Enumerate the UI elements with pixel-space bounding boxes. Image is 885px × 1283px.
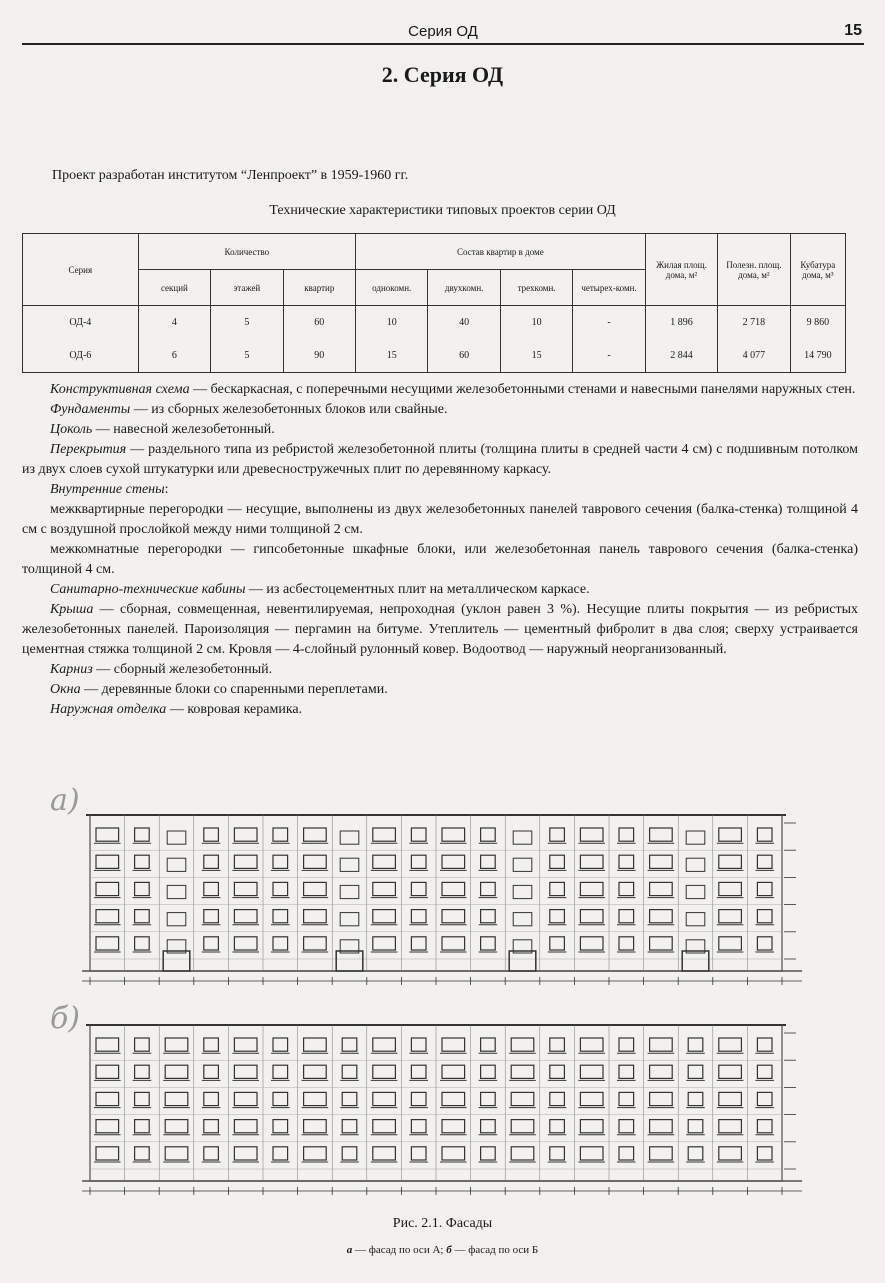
window <box>550 1038 565 1051</box>
window <box>757 937 772 950</box>
window <box>411 855 426 868</box>
window <box>580 1120 603 1133</box>
window <box>719 1065 742 1078</box>
cell: 4 <box>138 306 210 340</box>
cell: ОД-4 <box>23 306 139 340</box>
window <box>342 1092 357 1105</box>
window <box>273 1147 288 1160</box>
window <box>273 1120 288 1133</box>
window <box>550 910 565 923</box>
window <box>481 1147 496 1160</box>
intro-text: Проект разработан институтом “Ленпроект” в 1959-1960 гг. <box>52 168 409 183</box>
window <box>411 937 426 950</box>
window <box>481 937 496 950</box>
window <box>373 1120 396 1133</box>
cell: 14 790 <box>790 339 845 373</box>
window <box>373 937 396 950</box>
window <box>304 910 327 923</box>
th-sub: секций <box>138 270 210 306</box>
facade-b-drawing <box>82 1011 852 1211</box>
cell: 2 718 <box>718 306 790 340</box>
window <box>688 1120 703 1133</box>
cell: 15 <box>500 339 572 373</box>
stair-window <box>686 831 705 844</box>
window <box>619 1092 634 1105</box>
window <box>273 1065 288 1078</box>
paragraph: Окна — деревянные блоки со спаренными переплетами. <box>50 682 388 697</box>
window <box>373 828 396 841</box>
window <box>273 855 288 868</box>
window <box>373 1092 396 1105</box>
stair-window <box>340 858 359 871</box>
window <box>204 1092 219 1105</box>
window <box>304 882 327 895</box>
header-rule <box>22 43 864 45</box>
window <box>757 1092 772 1105</box>
stair-window <box>167 913 186 926</box>
window <box>619 882 634 895</box>
window <box>96 937 119 950</box>
window <box>481 1065 496 1078</box>
window <box>757 910 772 923</box>
window <box>96 1092 119 1105</box>
cell: - <box>573 306 645 340</box>
window <box>373 882 396 895</box>
window <box>135 937 150 950</box>
window <box>234 828 257 841</box>
window <box>650 1147 673 1160</box>
window <box>757 855 772 868</box>
cell: 5 <box>211 306 283 340</box>
cell: 40 <box>428 306 500 340</box>
window <box>442 1147 465 1160</box>
window <box>411 882 426 895</box>
stair-window <box>686 858 705 871</box>
window <box>204 882 219 895</box>
window <box>411 1092 426 1105</box>
window <box>719 855 742 868</box>
window <box>304 828 327 841</box>
window <box>204 1120 219 1133</box>
stair-window <box>340 831 359 844</box>
cell: 10 <box>500 306 572 340</box>
window <box>234 1120 257 1133</box>
window <box>135 1038 150 1051</box>
window <box>96 1147 119 1160</box>
window <box>619 1065 634 1078</box>
window <box>342 1120 357 1133</box>
window <box>580 937 603 950</box>
window <box>580 1065 603 1078</box>
window <box>304 1092 327 1105</box>
window <box>442 910 465 923</box>
window <box>234 882 257 895</box>
window <box>135 1092 150 1105</box>
window <box>411 1147 426 1160</box>
window <box>511 1038 534 1051</box>
window <box>650 882 673 895</box>
table-row <box>23 306 846 340</box>
facade-figure <box>22 783 862 1213</box>
window <box>411 1038 426 1051</box>
window <box>650 828 673 841</box>
window <box>411 1065 426 1078</box>
stair-window <box>686 913 705 926</box>
window <box>619 1038 634 1051</box>
entrance-door <box>682 951 709 971</box>
window <box>373 1065 396 1078</box>
window <box>757 1065 772 1078</box>
th-quantity: Количество <box>138 234 355 270</box>
window <box>619 828 634 841</box>
paragraph: Цоколь — навесной железобетонный. <box>50 422 275 437</box>
page-number: 15 <box>844 22 862 39</box>
cell: 6 <box>138 339 210 373</box>
window <box>234 855 257 868</box>
window <box>757 1147 772 1160</box>
window <box>580 828 603 841</box>
window <box>373 1038 396 1051</box>
window <box>650 1065 673 1078</box>
window <box>165 1065 188 1078</box>
window <box>304 1038 327 1051</box>
window <box>550 937 565 950</box>
window <box>442 882 465 895</box>
window <box>550 855 565 868</box>
window <box>204 1147 219 1160</box>
window <box>135 855 150 868</box>
window <box>96 1065 119 1078</box>
cell: 5 <box>211 339 283 373</box>
window <box>411 1120 426 1133</box>
th-sub: этажей <box>211 270 283 306</box>
stair-window <box>513 913 532 926</box>
window <box>165 1120 188 1133</box>
facade-a-drawing <box>82 801 852 1001</box>
window <box>234 1065 257 1078</box>
th-living: Жилая площ. дома, м² <box>645 234 717 306</box>
paragraph: Карниз — сборный железобетонный. <box>50 662 273 677</box>
window <box>442 1038 465 1051</box>
window <box>304 1147 327 1160</box>
window <box>411 910 426 923</box>
cell: 90 <box>283 339 355 373</box>
window <box>135 828 150 841</box>
window <box>204 855 219 868</box>
cell: 10 <box>356 306 428 340</box>
stair-window <box>167 858 186 871</box>
th-composition: Состав квартир в доме <box>356 234 646 270</box>
window <box>688 1147 703 1160</box>
window <box>135 1120 150 1133</box>
stair-window <box>513 831 532 844</box>
window <box>650 855 673 868</box>
window <box>234 1092 257 1105</box>
window <box>650 910 673 923</box>
th-sub: трехкомн. <box>500 270 572 306</box>
window <box>342 1147 357 1160</box>
window <box>135 1065 150 1078</box>
th-volume: Кубатура дома, м³ <box>790 234 845 306</box>
window <box>550 828 565 841</box>
window <box>580 1038 603 1051</box>
window <box>304 1120 327 1133</box>
window <box>650 937 673 950</box>
facade-b-label: б) <box>50 1001 81 1036</box>
window <box>481 910 496 923</box>
section-heading: 2. Серия ОД <box>381 62 504 87</box>
window <box>550 1147 565 1160</box>
paragraph: Перекрытия — раздельного типа из ребристой железобетонной плиты (толщина плиты в средней части 4 см) с подшивным потолком из двух слоев сухой штукатурки или древесностружечных плит по деревянному каркасу. <box>22 442 858 477</box>
stair-window <box>686 885 705 898</box>
window <box>273 1092 288 1105</box>
window <box>481 828 496 841</box>
window <box>342 1065 357 1078</box>
window <box>373 855 396 868</box>
window <box>234 1038 257 1051</box>
window <box>580 882 603 895</box>
th-useful: Полезн. площ. дома, м² <box>718 234 790 306</box>
window <box>688 1038 703 1051</box>
window <box>511 1120 534 1133</box>
cell: 1 896 <box>645 306 717 340</box>
window <box>550 1120 565 1133</box>
window <box>442 855 465 868</box>
window <box>481 1120 496 1133</box>
cell: 9 860 <box>790 306 845 340</box>
window <box>204 828 219 841</box>
window <box>135 882 150 895</box>
window <box>550 1092 565 1105</box>
stair-window <box>167 885 186 898</box>
window <box>757 828 772 841</box>
window <box>688 1092 703 1105</box>
window <box>135 910 150 923</box>
running-title: Серия ОД <box>408 23 478 40</box>
stair-window <box>513 885 532 898</box>
cell: 15 <box>356 339 428 373</box>
paragraph: межкомнатные перегородки — гипсобетонные шкафные блоки, или железобетонная панель таврового сечения (балка-стенка) толщиной 4 см. <box>22 542 858 577</box>
window <box>234 910 257 923</box>
th-sub: однокомн. <box>356 270 428 306</box>
window <box>135 1147 150 1160</box>
window <box>165 1092 188 1105</box>
window <box>373 1147 396 1160</box>
facade-a-label: а) <box>50 783 80 818</box>
cell: - <box>573 339 645 373</box>
window <box>273 828 288 841</box>
window <box>757 882 772 895</box>
window <box>234 937 257 950</box>
window <box>273 1038 288 1051</box>
window <box>719 1147 742 1160</box>
paragraph: межквартирные перегородки — несущие, выполнены из двух железобетонных панелей таврового сечения (балка-стенка) толщиной 4 см с воздушной прослойкой между ними толщиной 2 см. <box>22 502 858 537</box>
entrance-door <box>336 951 363 971</box>
window <box>619 1147 634 1160</box>
window <box>619 937 634 950</box>
cell: 2 844 <box>645 339 717 373</box>
window <box>580 1147 603 1160</box>
window <box>304 855 327 868</box>
window <box>96 910 119 923</box>
entrance-door <box>509 951 536 971</box>
spec-table <box>22 233 846 373</box>
window <box>719 910 742 923</box>
window <box>96 1038 119 1051</box>
stair-window <box>340 885 359 898</box>
window <box>550 882 565 895</box>
window <box>719 882 742 895</box>
window <box>273 882 288 895</box>
window <box>688 1065 703 1078</box>
window <box>273 937 288 950</box>
figure-subcaption: а — фасад по оси А; б — фасад по оси Б <box>346 1244 539 1256</box>
window <box>719 1120 742 1133</box>
table-caption: Технические характеристики типовых проектов серии ОД <box>269 203 616 218</box>
window <box>442 828 465 841</box>
window <box>511 1147 534 1160</box>
th-series: Серия <box>23 234 139 306</box>
window <box>550 1065 565 1078</box>
window <box>511 1065 534 1078</box>
body-text <box>22 380 858 720</box>
window <box>719 937 742 950</box>
window <box>442 1120 465 1133</box>
paragraph: Внутренние стены: <box>50 482 169 497</box>
window <box>204 1038 219 1051</box>
window <box>165 1038 188 1051</box>
window <box>204 937 219 950</box>
window <box>304 1065 327 1078</box>
window <box>580 855 603 868</box>
window <box>304 937 327 950</box>
paragraph: Крыша — сборная, совмещенная, невентилируемая, непроходная (уклон равен 3 %). Несущие плиты покрытия — из ребристых железобетонных панелей. Пароизоляция — пергамин на битуме. Утеплитель — цементный фибролит в два слоя; сверху устраивается цементная стяжка толщиной 2 см. Кровля — 4-слойный рулонный ковер. Водоотвод — наружный неорганизованный. <box>22 602 858 657</box>
window <box>204 910 219 923</box>
paragraph: Фундаменты — из сборных железобетонных блоков или свайные. <box>50 402 448 417</box>
window <box>234 1147 257 1160</box>
window <box>619 1120 634 1133</box>
window <box>342 1038 357 1051</box>
window <box>442 1065 465 1078</box>
window <box>650 1120 673 1133</box>
window <box>757 1038 772 1051</box>
window <box>96 1120 119 1133</box>
window <box>580 910 603 923</box>
paragraph: Наружная отделка — ковровая керамика. <box>50 702 303 717</box>
window <box>719 1038 742 1051</box>
cell: 60 <box>283 306 355 340</box>
window <box>96 882 119 895</box>
stair-window <box>513 858 532 871</box>
window <box>373 910 396 923</box>
window <box>650 1038 673 1051</box>
window <box>273 910 288 923</box>
window <box>719 828 742 841</box>
paragraph: Конструктивная схема — бескаркасная, с поперечными несущими железобетонными стенами и навесными панелями наружных стен. <box>50 382 856 397</box>
running-header <box>22 20 864 44</box>
window <box>580 1092 603 1105</box>
window <box>719 1092 742 1105</box>
cell: 4 077 <box>718 339 790 373</box>
window <box>165 1147 188 1160</box>
window <box>619 855 634 868</box>
window <box>757 1120 772 1133</box>
window <box>650 1092 673 1105</box>
window <box>96 855 119 868</box>
window <box>481 855 496 868</box>
entrance-door <box>163 951 190 971</box>
cell: 60 <box>428 339 500 373</box>
window <box>619 910 634 923</box>
window <box>481 1038 496 1051</box>
stair-window <box>340 913 359 926</box>
th-sub: двухкомн. <box>428 270 500 306</box>
cell: ОД-6 <box>23 339 139 373</box>
window <box>442 937 465 950</box>
window <box>442 1092 465 1105</box>
table-row <box>23 339 846 373</box>
paragraph: Санитарно-технические кабины — из асбестоцементных плит на металлическом каркасе. <box>50 582 590 597</box>
th-sub: четырех-комн. <box>573 270 645 306</box>
th-sub: квартир <box>283 270 355 306</box>
window <box>481 1092 496 1105</box>
figure-caption: Рис. 2.1. Фасады <box>392 1216 493 1231</box>
window <box>481 882 496 895</box>
window <box>96 828 119 841</box>
window <box>511 1092 534 1105</box>
window <box>411 828 426 841</box>
stair-window <box>167 831 186 844</box>
window <box>204 1065 219 1078</box>
